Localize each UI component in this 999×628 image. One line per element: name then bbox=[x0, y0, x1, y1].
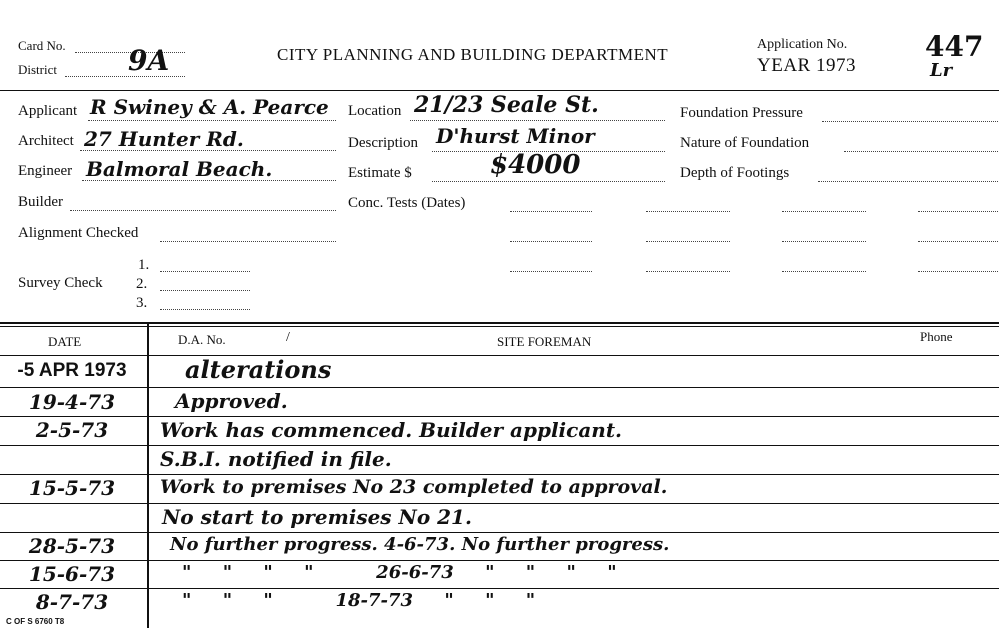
conc-test-line-3a bbox=[510, 271, 592, 272]
row-5-date: 15-5-73 bbox=[28, 476, 116, 500]
card-no-label: Card No. bbox=[18, 38, 66, 53]
row-6-entry: No start to premises No 21. bbox=[162, 505, 472, 529]
conc-test-line-1d bbox=[918, 211, 998, 212]
da-slash: / bbox=[286, 330, 290, 345]
alignment-label: Alignment Checked bbox=[18, 225, 139, 241]
conc-tests-label: Conc. Tests (Dates) bbox=[348, 195, 466, 211]
description-label: Description bbox=[348, 135, 418, 151]
estimate-line bbox=[432, 181, 665, 182]
department-title: CITY PLANNING AND BUILDING DEPARTMENT bbox=[277, 45, 669, 64]
phone-header: Phone bbox=[920, 329, 953, 344]
row-7-date: 28-5-73 bbox=[28, 534, 116, 558]
applicant-line bbox=[88, 120, 336, 121]
header-divider bbox=[0, 90, 999, 91]
date-header: DATE bbox=[48, 334, 82, 349]
survey-3-line bbox=[160, 309, 250, 310]
year-label: YEAR 1973 bbox=[757, 55, 856, 76]
location-value: 21/23 Seale St. bbox=[414, 92, 599, 118]
conc-test-line-2a bbox=[510, 241, 592, 242]
application-no-label: Application No. bbox=[757, 37, 848, 52]
row-rule-4 bbox=[0, 474, 999, 475]
row-3-entry: Work has commenced. Builder applicant. bbox=[160, 418, 623, 442]
row-rule-6 bbox=[0, 532, 999, 533]
header-row-bottom bbox=[0, 355, 999, 356]
architect-label: Architect bbox=[18, 133, 74, 149]
table-top-rule-2 bbox=[0, 326, 999, 327]
row-9-date: 8-7-73 bbox=[35, 590, 109, 614]
row-1-entry: alterations bbox=[185, 355, 332, 384]
site-foreman-header: SITE FOREMAN bbox=[497, 334, 592, 349]
district-label: District bbox=[18, 62, 57, 77]
foundation-pressure-label: Foundation Pressure bbox=[680, 105, 803, 121]
row-8-entry: " " " " 26-6-73 " " " " bbox=[182, 562, 617, 583]
conc-test-line-3c bbox=[782, 271, 866, 272]
survey-1-label: 1. bbox=[138, 257, 150, 273]
conc-test-line-1b bbox=[646, 211, 730, 212]
applicant-value: R Swiney & A. Pearce bbox=[90, 95, 329, 119]
location-line bbox=[410, 120, 665, 121]
location-label: Location bbox=[348, 103, 402, 119]
application-initials: Lr bbox=[930, 60, 953, 81]
depth-footings-label: Depth of Footings bbox=[680, 165, 790, 181]
description-value: D'hurst Minor bbox=[436, 124, 595, 148]
row-rule-1 bbox=[0, 387, 999, 388]
row-1-date: -5 APR 1973 bbox=[17, 360, 127, 381]
row-2-entry: Approved. bbox=[175, 389, 288, 413]
card-no-value: 9A bbox=[128, 44, 170, 77]
engineer-label: Engineer bbox=[18, 163, 73, 179]
conc-test-line-1a bbox=[510, 211, 592, 212]
row-4-entry: S.B.I. notified in file. bbox=[160, 447, 392, 471]
builder-line bbox=[70, 210, 336, 211]
row-7-entry: No further progress. 4-6-73. No further progress. bbox=[170, 534, 670, 555]
row-5-entry: Work to premises No 23 completed to approval. bbox=[160, 476, 668, 498]
row-8-date: 15-6-73 bbox=[28, 562, 116, 586]
row-2-date: 19-4-73 bbox=[28, 390, 116, 414]
conc-test-line-1c bbox=[782, 211, 866, 212]
conc-test-line-2b bbox=[646, 241, 730, 242]
row-3-date: 2-5-73 bbox=[35, 418, 109, 442]
row-rule-3 bbox=[0, 445, 999, 446]
survey-3-label: 3. bbox=[136, 295, 148, 311]
row-rule-7 bbox=[0, 560, 999, 561]
alignment-line bbox=[160, 241, 336, 242]
district-line bbox=[65, 76, 185, 77]
row-9-entry: " " " 18-7-73 " " " bbox=[182, 590, 536, 611]
application-number: 447 bbox=[925, 30, 984, 63]
row-rule-5 bbox=[0, 503, 999, 504]
da-header: D.A. No. bbox=[178, 332, 226, 347]
table-top-rule bbox=[0, 322, 999, 324]
conc-test-line-2c bbox=[782, 241, 866, 242]
applicant-label: Applicant bbox=[18, 103, 78, 119]
foundation-pressure-line bbox=[822, 121, 998, 122]
nature-foundation-line bbox=[844, 151, 998, 152]
depth-footings-line bbox=[818, 181, 998, 182]
row-rule-2 bbox=[0, 416, 999, 417]
nature-foundation-label: Nature of Foundation bbox=[680, 135, 810, 151]
conc-test-line-2d bbox=[918, 241, 998, 242]
form-code: C OF S 6760 T8 bbox=[6, 617, 65, 626]
estimate-label: Estimate $ bbox=[348, 165, 412, 181]
architect-value: 27 Hunter Rd. bbox=[84, 127, 244, 151]
engineer-value: Balmoral Beach. bbox=[86, 157, 273, 181]
survey-2-line bbox=[160, 290, 250, 291]
conc-test-line-3b bbox=[646, 271, 730, 272]
estimate-value: $4000 bbox=[490, 150, 581, 180]
builder-label: Builder bbox=[18, 194, 63, 210]
date-column-divider bbox=[147, 324, 149, 628]
conc-test-line-3d bbox=[918, 271, 998, 272]
row-rule-8 bbox=[0, 588, 999, 589]
survey-label: Survey Check bbox=[18, 275, 103, 291]
survey-2-label: 2. bbox=[136, 276, 148, 292]
survey-1-line bbox=[160, 271, 250, 272]
